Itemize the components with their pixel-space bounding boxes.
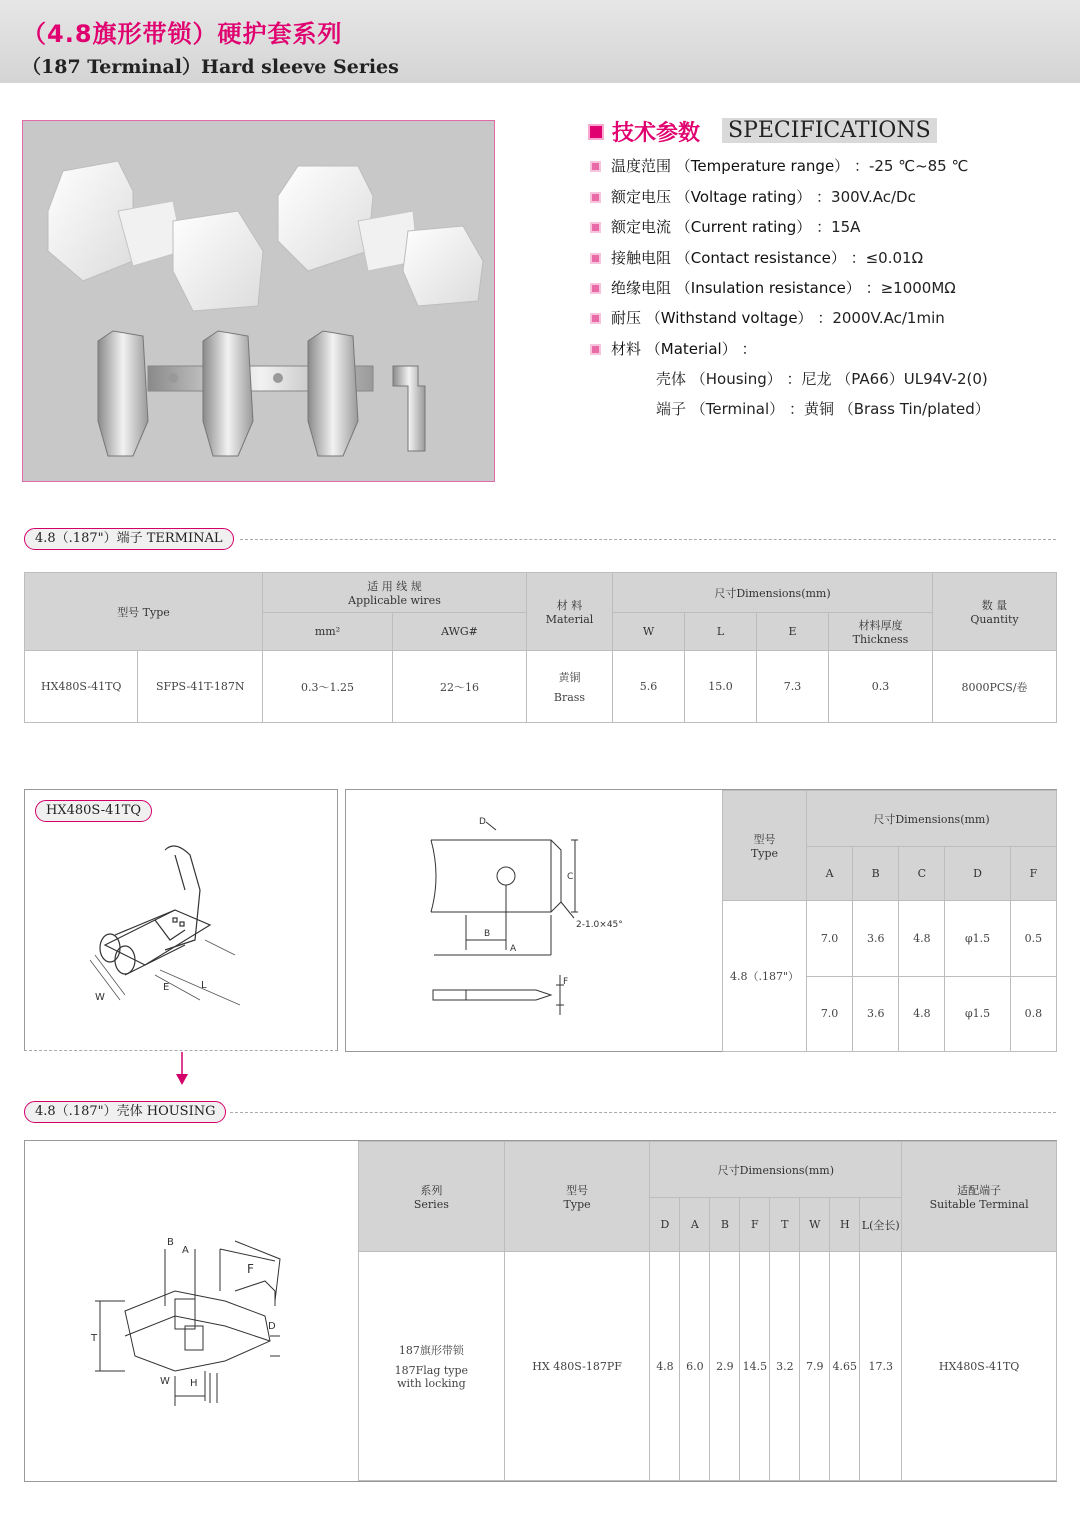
housing-label-t: T	[91, 1333, 98, 1344]
cell: φ1.5	[945, 976, 1010, 1052]
housing-label-h: H	[190, 1378, 198, 1389]
tab-label-d: D	[479, 817, 486, 827]
th-tab-f: F	[1010, 847, 1056, 901]
spec-item: 材料 （Material） ：	[590, 338, 757, 359]
bullet-icon	[590, 283, 601, 294]
cell-w: 5.6	[613, 651, 685, 723]
spec-item: 额定电压 （Voltage rating） ：300V.Ac/Dc	[590, 186, 916, 207]
bullet-icon	[590, 253, 601, 264]
cell: 17.3	[860, 1252, 902, 1481]
bullet-icon	[590, 161, 601, 172]
cell: 7.0	[807, 976, 853, 1052]
cell: 4.8	[899, 901, 945, 977]
spec-sub-item: 端子 （Terminal） ：黄铜 （Brass Tin/plated）	[656, 400, 990, 418]
cell-tab-type: 4.8（.187"）	[723, 901, 807, 1052]
section-divider	[240, 539, 1056, 540]
th-type: 型号 Type	[25, 573, 263, 651]
th-w: W	[800, 1198, 830, 1252]
th-e: E	[757, 613, 829, 651]
cell: 0.8	[1010, 976, 1056, 1052]
th-a: A	[680, 1198, 710, 1252]
cell-l: 15.0	[685, 651, 757, 723]
drawing-label-l: L	[201, 980, 207, 991]
cell: 4.8	[650, 1252, 680, 1481]
cell: 0.5	[1010, 901, 1056, 977]
spec-heading-en: SPECIFICATIONS	[722, 118, 937, 143]
cell: 3.6	[853, 901, 899, 977]
th-awg: AWG#	[393, 613, 527, 651]
section-divider	[230, 1112, 1056, 1113]
housing-label-w: W	[160, 1376, 170, 1387]
cell-type1: HX480S-41TQ	[25, 651, 138, 723]
th-suitable-terminal: 适配端子 Suitable Terminal	[902, 1142, 1057, 1252]
spec-item: 温度范围 （Temperature range） ：-25 ℃~85 ℃	[590, 155, 968, 176]
th-tab-type: 型号 Type	[723, 791, 807, 901]
spec-heading-zh: 技术参数	[612, 121, 701, 146]
housing-panel	[24, 1140, 1057, 1482]
terminal-drawing-tag: HX480S-41TQ	[35, 800, 152, 822]
spec-item: 耐压 （Withstand voltage） ：2000V.Ac/1min	[590, 307, 945, 328]
cell-quantity: 8000PCS/卷	[933, 651, 1057, 723]
cell-series: 187旗形带锁 187Flag type with locking	[359, 1252, 505, 1481]
cell-suitable-terminal: HX480S-41TQ	[902, 1252, 1057, 1481]
cell: 4.65	[830, 1252, 860, 1481]
page-title-en: （187 Terminal）Hard sleeve Series	[22, 56, 399, 78]
spec-item: 额定电流 （Current rating） ：15A	[590, 216, 860, 237]
th-b: B	[710, 1198, 740, 1252]
th-h: H	[830, 1198, 860, 1252]
th-dimensions: 尺寸Dimensions(mm)	[613, 573, 933, 613]
spec-sub-item: 壳体 （Housing） ：尼龙 （PA66）UL94V-2(0)	[656, 370, 988, 388]
housing-label-a: A	[182, 1245, 189, 1256]
cell-mm2: 0.3～1.25	[263, 651, 393, 723]
cell-housing-type: HX 480S-187PF	[504, 1252, 650, 1481]
bullet-icon	[590, 192, 601, 203]
cell-type2: SFPS-41T-187N	[138, 651, 263, 723]
cell-material: 黄铜 Brass	[527, 651, 613, 723]
cell: φ1.5	[945, 901, 1010, 977]
product-photo	[22, 120, 495, 482]
tab-label-a: A	[510, 944, 517, 954]
tab-drawing	[346, 790, 722, 1052]
housing-isometric-drawing	[25, 1141, 358, 1481]
table-row	[359, 1252, 1057, 1481]
tab-label-b: B	[484, 929, 491, 939]
th-l: L(全长)	[860, 1198, 902, 1252]
th-wires: 适 用 线 规 Applicable wires	[263, 573, 527, 613]
cell: 3.6	[853, 976, 899, 1052]
product-illustration	[23, 121, 495, 482]
tab-spec-panel	[345, 789, 1057, 1052]
th-material: 材 料 Material	[527, 573, 613, 651]
cell: 3.2	[770, 1252, 800, 1481]
arrow-down-icon	[176, 1052, 188, 1086]
th-housing-type: 型号 Type	[504, 1142, 650, 1252]
bullet-icon	[590, 344, 601, 355]
drawing-label-e: E	[163, 982, 170, 993]
th-tab-dims: 尺寸Dimensions(mm)	[807, 791, 1057, 847]
th-l: L	[685, 613, 757, 651]
cell: 6.0	[680, 1252, 710, 1481]
th-housing-dims: 尺寸Dimensions(mm)	[650, 1142, 902, 1198]
cell-thickness: 0.3	[829, 651, 933, 723]
spec-item: 接触电阻 （Contact resistance） ：≤0.01Ω	[590, 247, 923, 268]
housing-label-b: B	[167, 1237, 174, 1248]
table-row	[723, 901, 1057, 977]
th-w: W	[613, 613, 685, 651]
th-tab-a: A	[807, 847, 853, 901]
housing-section-tag: 4.8（.187"）壳体 HOUSING	[24, 1101, 226, 1123]
th-mm2: mm²	[263, 613, 393, 651]
tab-dimension-table	[722, 790, 1057, 1052]
housing-table	[358, 1141, 1057, 1481]
cell: 4.8	[899, 976, 945, 1052]
cell-e: 7.3	[757, 651, 829, 723]
th-f: F	[740, 1198, 770, 1252]
th-tab-b: B	[853, 847, 899, 901]
table-row	[25, 651, 1057, 723]
cell: 2.9	[710, 1252, 740, 1481]
bullet-icon	[590, 222, 601, 233]
cell: 7.0	[807, 901, 853, 977]
th-tab-d: D	[945, 847, 1010, 901]
drawing-label-w: W	[95, 992, 105, 1003]
bullet-icon	[590, 313, 601, 324]
th-tab-c: C	[899, 847, 945, 901]
tab-label-c: C	[567, 872, 574, 882]
housing-label-f: F	[247, 1262, 254, 1276]
th-t: T	[770, 1198, 800, 1252]
tab-label-chamfer: 2-1.0×45°	[576, 920, 623, 930]
terminal-drawing-panel	[24, 789, 338, 1051]
th-thickness: 材料厚度 Thickness	[829, 613, 933, 651]
page-title-zh: （4.8旗形带锁）硬护套系列	[22, 20, 343, 48]
terminal-section-tag: 4.8（.187"）端子 TERMINAL	[24, 528, 234, 550]
cell: 7.9	[800, 1252, 830, 1481]
housing-label-d: D	[268, 1321, 276, 1332]
th-series: 系列 Series	[359, 1142, 505, 1252]
th-d: D	[650, 1198, 680, 1252]
spec-item: 绝缘电阻 （Insulation resistance） ：≥1000MΩ	[590, 277, 956, 298]
cell-awg: 22～16	[393, 651, 527, 723]
tab-label-f: F	[563, 977, 569, 987]
terminal-table	[24, 572, 1057, 723]
cell: 14.5	[740, 1252, 770, 1481]
terminal-isometric-drawing	[25, 830, 337, 1050]
th-quantity: 数 量 Quantity	[933, 573, 1057, 651]
pink-square-icon	[588, 124, 604, 140]
